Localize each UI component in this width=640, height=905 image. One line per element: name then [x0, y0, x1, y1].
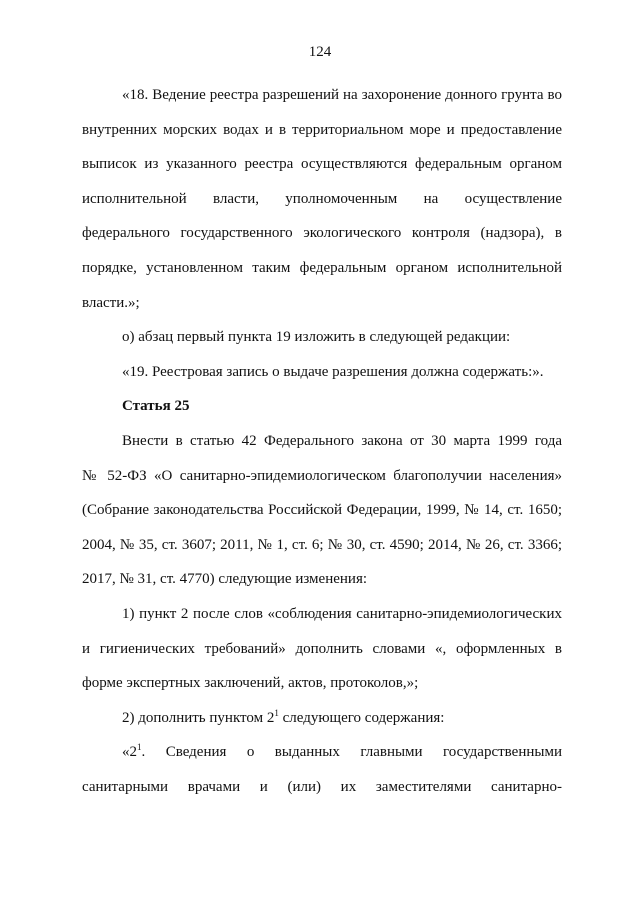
- text-line: выписок из указанного реестра осуществляются федеральным органом: [82, 156, 562, 173]
- paragraph-2-1: [82, 735, 562, 804]
- text-line: порядке, установленном таким федеральным органом исполнительной: [82, 259, 562, 276]
- para-2-1-rest: . Сведения о выданных главными государственными: [141, 744, 562, 761]
- paragraph-19: [82, 355, 562, 390]
- item-2: [82, 701, 562, 736]
- text-line: [82, 701, 562, 736]
- text-line: 2004, № 35, ст. 3607; 2011, № 1, ст. 6; № 30, ст. 4590; 2014, № 26, ст. 3366;: [82, 536, 562, 553]
- item-1: [82, 597, 562, 701]
- document-body: [82, 78, 562, 804]
- text-line: о) абзац первый пункта 19 изложить в следующей редакции:: [122, 329, 511, 346]
- text-line: «19. Реестровая запись о выдаче разрешения должна содержать:».: [122, 363, 544, 380]
- text-line: № 52-ФЗ «О санитарно-эпидемиологическом благополучии населения»: [82, 467, 562, 484]
- article-title: Статья 25: [122, 398, 190, 415]
- text-line: Внести в статью 42 Федерального закона от 30 марта 1999 года: [122, 432, 562, 449]
- page-number: 124: [308, 44, 332, 60]
- superscript: 1: [137, 742, 142, 753]
- article-heading: [82, 389, 562, 424]
- article-25-intro: [82, 424, 562, 597]
- item-2-before: 2) дополнить пунктом 2: [122, 709, 275, 726]
- text-line: 1) пункт 2 после слов «соблюдения санитарно-эпидемиологических: [122, 605, 562, 622]
- text-line: 2017, № 31, ст. 4770) следующие изменения:: [82, 571, 368, 588]
- text-line: форме экспертных заключений, актов, протоколов,»;: [82, 675, 419, 692]
- paragraph-18: [82, 78, 562, 320]
- text-line: «18. Ведение реестра разрешений на захоронение донного грунта во: [122, 87, 562, 103]
- text-line: и гигиенических требований» дополнить словами «, оформленных в: [82, 640, 562, 657]
- para-2-1-open: «2: [122, 744, 137, 761]
- text-line: исполнительной власти, уполномоченным на осуществление: [82, 190, 562, 207]
- text-line: [82, 735, 562, 770]
- item-2-after: следующего содержания:: [278, 709, 445, 726]
- text-line: федерального государственного экологического контроля (надзора), в: [82, 225, 562, 242]
- item-o: [82, 320, 562, 355]
- text-line: санитарными врачами и (или) их заместителями санитарно-: [82, 778, 562, 795]
- text-line: внутренних морских водах и в территориальном море и предоставление: [82, 121, 562, 138]
- superscript: 1: [274, 707, 279, 718]
- text-line: (Собрание законодательства Российской Федерации, 1999, № 14, ст. 1650;: [82, 502, 562, 519]
- text-line: власти.»;: [82, 294, 140, 311]
